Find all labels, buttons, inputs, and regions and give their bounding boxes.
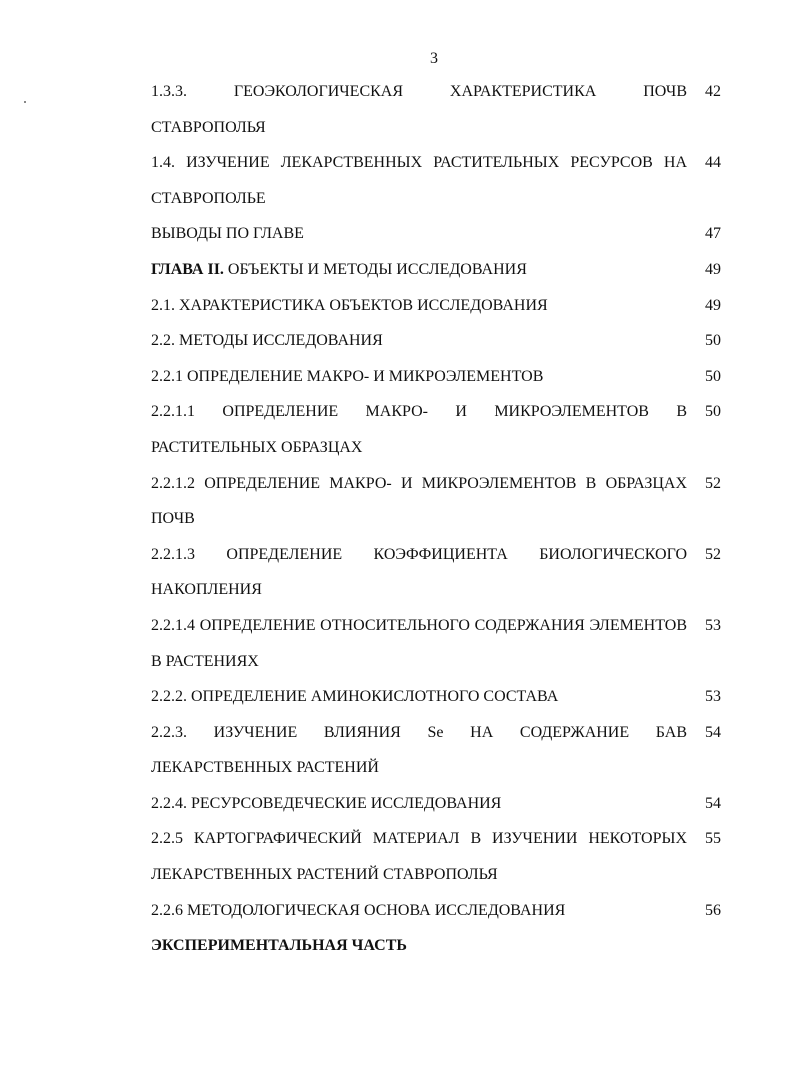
- toc-entry-2-2-5: [151, 821, 721, 892]
- toc-entry-page: 42: [705, 83, 721, 100]
- toc-entry-2-2-1-1: [151, 394, 721, 465]
- toc-entry-2-2-1-4: [151, 608, 721, 679]
- toc-entry-page: 56: [705, 901, 721, 919]
- toc-entry-2-2-1: [151, 359, 721, 395]
- toc-entry-page: 54: [705, 723, 721, 741]
- toc-entry-2-1: [151, 288, 721, 324]
- toc-entry-page: 47: [705, 225, 721, 243]
- toc-entry-2-2-6: [151, 893, 721, 929]
- toc-entry-page: 49: [705, 260, 721, 278]
- toc-entry-title-line2: ЛЕКАРСТВЕННЫХ РАСТЕНИЙ СТАВРОПОЛЬЯ: [151, 866, 498, 884]
- toc-entry-title-line2: НАКОПЛЕНИЯ: [151, 581, 262, 599]
- toc-entry-chapter-conclusions: [151, 216, 721, 252]
- toc-entry-title-line2: РАСТИТЕЛЬНЫХ ОБРАЗЦАХ: [151, 438, 363, 456]
- toc-entry-title-line1: 2.2.1.4 ОПРЕДЕЛЕНИЕ ОТНОСИТЕЛЬНОГО СОДЕРЖАНИЯ ЭЛЕМЕНТОВ: [151, 616, 687, 634]
- toc-entry-experimental-part: [151, 928, 721, 964]
- toc-entry-page: 50: [705, 332, 721, 350]
- toc-entry-title: 2.2.6 МЕТОДОЛОГИЧЕСКАЯ ОСНОВА ИССЛЕДОВАНИЯ: [151, 901, 566, 919]
- toc-entry-page: 52: [705, 545, 721, 563]
- section-heading: ЭКСПЕРИМЕНТАЛЬНАЯ ЧАСТЬ: [151, 937, 407, 955]
- toc-entry-title-line2: СТАВРОПОЛЬЕ: [151, 189, 266, 207]
- toc-entry-page: 53: [705, 688, 721, 706]
- toc-entry-chapter-2: [151, 252, 721, 288]
- toc-entry-title-line2: ЛЕКАРСТВЕННЫХ РАСТЕНИЙ: [151, 759, 379, 777]
- toc-entry-title: [151, 252, 721, 288]
- toc-entry-2-2-2: [151, 679, 721, 715]
- toc-entry-title: 2.2.1 ОПРЕДЕЛЕНИЕ МАКРО- И МИКРОЭЛЕМЕНТОВ: [151, 367, 544, 385]
- toc-entry-title-line1: 2.2.3. ИЗУЧЕНИЕ ВЛИЯНИЯ Se НА СОДЕРЖАНИЕ БАВ: [151, 723, 687, 741]
- toc-entry-title-line1: 2.2.1.3 ОПРЕДЕЛЕНИЕ КОЭФФИЦИЕНТА БИОЛОГИЧЕСКОГО: [151, 545, 687, 563]
- toc-entry-title-line1: 2.2.1.1 ОПРЕДЕЛЕНИЕ МАКРО- И МИКРОЭЛЕМЕНТОВ В: [151, 403, 687, 421]
- toc-entry-title: ВЫВОДЫ ПО ГЛАВЕ: [151, 225, 304, 243]
- table-of-contents: [151, 74, 721, 964]
- toc-entry-page: 50: [705, 403, 721, 421]
- toc-entry-title-line1: 1.3.3. ГЕОЭКОЛОГИЧЕСКАЯ ХАРАКТЕРИСТИКА ПОЧВ: [151, 83, 687, 100]
- toc-entry-title-line1: 2.2.1.2 ОПРЕДЕЛЕНИЕ МАКРО- И МИКРОЭЛЕМЕНТОВ В ОБРАЗЦАХ: [151, 474, 687, 492]
- toc-entry-title-line2: В РАСТЕНИЯХ: [151, 652, 259, 670]
- toc-entry-title-line2: ПОЧВ: [151, 510, 195, 528]
- toc-entry-1-4: [151, 145, 721, 216]
- toc-entry-page: 53: [705, 616, 721, 634]
- toc-entry-page: 44: [705, 154, 721, 172]
- chapter-label: ГЛАВА II.: [151, 260, 224, 278]
- toc-entry-title: 2.2. МЕТОДЫ ИССЛЕДОВАНИЯ: [151, 332, 383, 350]
- scan-speck: [24, 101, 26, 103]
- chapter-title: ОБЪЕКТЫ И МЕТОДЫ ИССЛЕДОВАНИЯ: [223, 260, 527, 278]
- toc-entry-page: 54: [705, 794, 721, 812]
- toc-entry-page: 55: [705, 830, 721, 848]
- page-number: 3: [430, 50, 438, 67]
- toc-entry-title: 2.1. ХАРАКТЕРИСТИКА ОБЪЕКТОВ ИССЛЕДОВАНИЯ: [151, 296, 548, 314]
- toc-entry-title: 2.2.4. РЕСУРСОВЕДЕЧЕСКИЕ ИССЛЕДОВАНИЯ: [151, 794, 502, 812]
- toc-entry-title: [151, 928, 721, 964]
- toc-entry-2-2-3: [151, 715, 721, 786]
- toc-entry-1-3-3: [151, 74, 721, 145]
- toc-entry-2-2-1-3: [151, 537, 721, 608]
- toc-entry-2-2-1-2: [151, 466, 721, 537]
- toc-entry-title: 2.2.2. ОПРЕДЕЛЕНИЕ АМИНОКИСЛОТНОГО СОСТАВА: [151, 688, 559, 706]
- toc-entry-page: 49: [705, 296, 721, 314]
- toc-entry-page: 52: [705, 474, 721, 492]
- toc-entry-title-line1: 2.2.5 КАРТОГРАФИЧЕСКИЙ МАТЕРИАЛ В ИЗУЧЕНИИ НЕКОТОРЫХ: [151, 830, 687, 848]
- toc-entry-title-line1: 1.4. ИЗУЧЕНИЕ ЛЕКАРСТВЕННЫХ РАСТИТЕЛЬНЫХ РЕСУРСОВ НА: [151, 154, 687, 172]
- toc-entry-2-2: [151, 323, 721, 359]
- toc-entry-2-2-4: [151, 786, 721, 822]
- toc-entry-title-line2: СТАВРОПОЛЬЯ: [151, 118, 266, 136]
- toc-entry-page: 50: [705, 367, 721, 385]
